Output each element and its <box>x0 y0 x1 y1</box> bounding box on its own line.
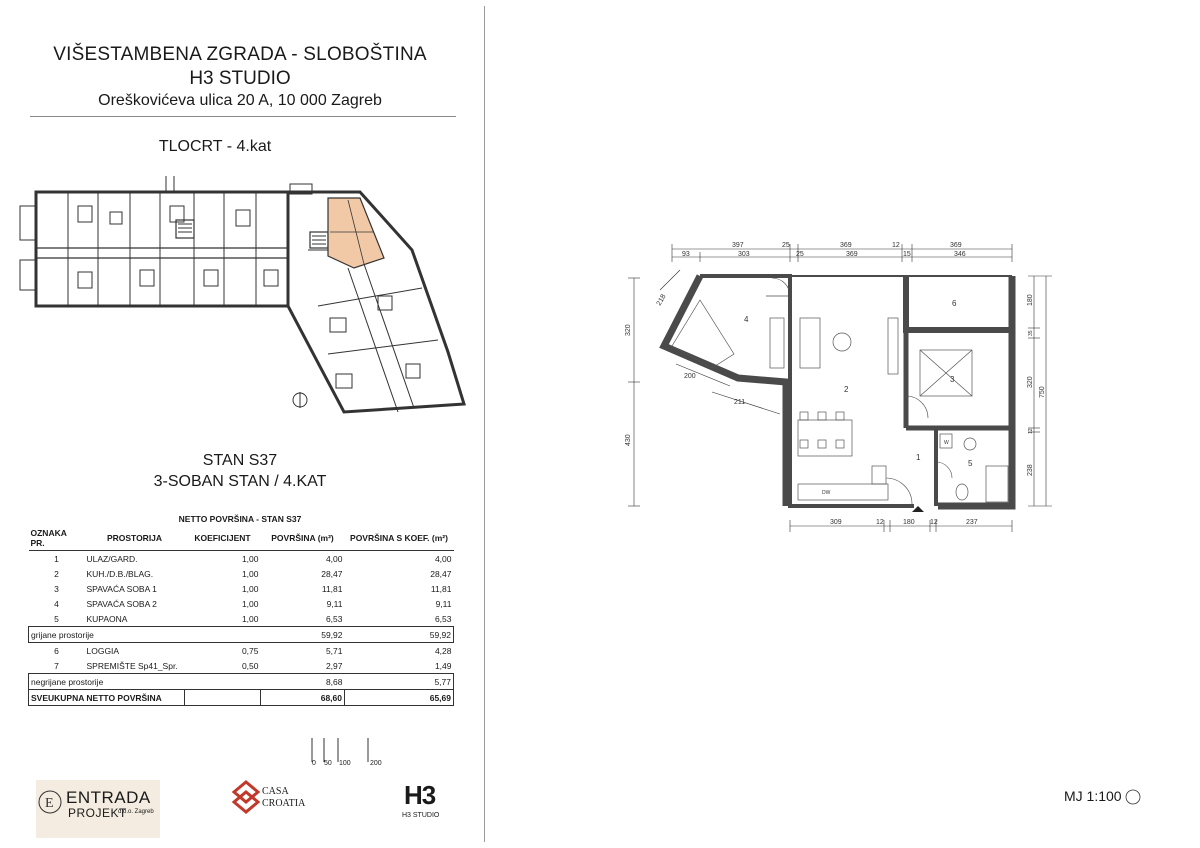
unit-type: 3-SOBAN STAN / 4.KAT <box>153 473 327 490</box>
room-number: 5 <box>968 459 973 468</box>
row-area-coef: 1,49 <box>434 660 452 671</box>
apartment-floor-plan <box>620 236 1060 536</box>
scale-tick-label: 0 <box>312 760 316 767</box>
row-name: SPREMIŠTE Sp41_Spr. <box>86 660 178 671</box>
row-coef: 1,00 <box>241 553 259 564</box>
dim-label: 25 <box>796 251 804 258</box>
dim-label: 369 <box>950 242 962 249</box>
heated-subtotal-row <box>29 627 454 643</box>
col-oznaka: OZNAKA PR. <box>29 526 85 551</box>
row-area: 2,97 <box>325 660 343 671</box>
casa-croatia-emblem-icon <box>232 780 260 814</box>
dim-label: 15 <box>903 251 911 258</box>
row-id: 1 <box>54 553 59 564</box>
table-row <box>29 611 454 627</box>
h3-studio-logo <box>392 780 452 824</box>
dim-label: 93 <box>682 251 690 258</box>
row-name: LOGGIA <box>86 645 120 656</box>
row-area: 5,71 <box>325 645 343 656</box>
table-row <box>29 566 454 581</box>
h3-mark: H3 <box>404 780 436 810</box>
dim-label: 180 <box>1027 294 1034 306</box>
scale-tick-label: 200 <box>370 760 382 767</box>
room-number: 4 <box>744 315 749 324</box>
row-area-coef: 4,28 <box>434 645 452 656</box>
table-row <box>29 658 454 674</box>
total-area: 68,60 <box>261 690 345 706</box>
table-row <box>29 551 454 567</box>
room-number: 2 <box>844 385 849 394</box>
row-id: 7 <box>54 660 59 671</box>
total-area-coef: 65,69 <box>345 690 454 706</box>
header-rule <box>30 116 456 117</box>
row-id: 5 <box>54 613 59 624</box>
dim-label: 369 <box>840 242 852 249</box>
h3-caption: H3 STUDIO <box>402 812 440 819</box>
dim-label: 35 <box>1028 330 1034 336</box>
total-label: SVEUKUPNA NETTO POVRŠINA <box>29 690 185 706</box>
dim-label: 218 <box>655 293 668 307</box>
row-name: KUPAONA <box>86 613 128 624</box>
dim-label: 397 <box>732 242 744 249</box>
room-number: 6 <box>952 299 957 308</box>
dim-label: 320 <box>625 324 632 336</box>
svg-text:E: E <box>45 796 54 811</box>
table-row <box>29 581 454 596</box>
row-name: SPAVAĆA SOBA 1 <box>86 583 157 594</box>
col-povrsina-koef: POVRŠINA S KOEF. (m²) <box>345 526 454 551</box>
row-name: KUH./D.B./BLAG. <box>86 568 154 579</box>
unheated-subtotal-row <box>29 674 454 690</box>
row-area: 6,53 <box>325 613 343 624</box>
unheated-area: 8,68 <box>261 674 345 690</box>
row-coef: 1,00 <box>241 613 259 624</box>
dim-label: 12 <box>930 519 938 526</box>
dim-label: 211 <box>734 399 746 406</box>
floor-label: TLOCRT - 4.kat <box>158 138 272 155</box>
dim-label: 430 <box>625 434 632 446</box>
area-table-title: NETTO POVRŠINA - STAN S37 <box>178 514 302 524</box>
unheated-label: negrijane prostorije <box>29 674 185 690</box>
unheated-area-coef: 5,77 <box>345 674 454 690</box>
room-number: 3 <box>950 375 955 384</box>
dim-label: 12 <box>876 519 884 526</box>
area-table-header <box>29 526 454 551</box>
dim-label: 238 <box>1027 464 1034 476</box>
row-area-coef: 11,81 <box>430 583 452 594</box>
dim-label: 320 <box>1027 376 1034 388</box>
dim-label: 750 <box>1039 386 1046 398</box>
entrada-subword: PROJEKT <box>68 806 127 820</box>
studio-name: H3 STUDIO <box>189 68 291 89</box>
dim-label: 180 <box>903 519 915 526</box>
north-arrow-icon <box>1125 789 1141 805</box>
dim-label: 12 <box>1028 428 1034 434</box>
col-povrsina: POVRŠINA (m²) <box>261 526 345 551</box>
row-coef: 1,00 <box>241 568 259 579</box>
entrada-wordmark: ENTRADA <box>66 788 151 807</box>
row-area: 28,47 <box>321 568 343 579</box>
dim-label: 346 <box>954 251 966 258</box>
row-coef: 0,50 <box>241 660 259 671</box>
row-id: 4 <box>54 598 59 609</box>
room-number: 1 <box>916 453 921 462</box>
entrada-logo <box>36 780 160 838</box>
row-coef: 1,00 <box>241 583 259 594</box>
fixture-label: W <box>944 440 949 446</box>
dim-label: 25 <box>782 242 790 249</box>
dim-label: 12 <box>892 242 900 249</box>
heated-area-coef: 59,92 <box>345 627 454 643</box>
row-area-coef: 4,00 <box>434 553 452 564</box>
row-name: ULAZ/GARD. <box>86 553 138 564</box>
drawing-scale <box>1064 788 1141 805</box>
casa-word: CASA <box>262 786 289 797</box>
dim-label: 303 <box>738 251 750 258</box>
table-row <box>29 596 454 611</box>
row-area-coef: 9,11 <box>435 598 452 609</box>
scale-tick-label: 100 <box>339 760 351 767</box>
entrada-company: d.o.o. Zagreb <box>118 809 154 815</box>
col-prostorija: PROSTORIJA <box>85 526 185 551</box>
unit-name: STAN S37 <box>202 452 278 469</box>
project-address: Oreškovićeva ulica 20 A, 10 000 Zagreb <box>98 92 382 109</box>
dim-label: 369 <box>846 251 858 258</box>
table-row <box>29 643 454 659</box>
row-id: 3 <box>54 583 59 594</box>
row-area-coef: 28,47 <box>430 568 452 579</box>
row-coef: 0,75 <box>241 645 259 656</box>
building-floor-plan <box>18 176 468 422</box>
heated-label: grijane prostorije <box>29 627 185 643</box>
row-area: 9,11 <box>326 598 343 609</box>
dim-label: 200 <box>684 373 696 380</box>
heated-area: 59,92 <box>261 627 345 643</box>
col-koeficijent: KOEFICIJENT <box>185 526 261 551</box>
scale-tick-label: 50 <box>324 760 332 767</box>
area-table <box>28 526 454 706</box>
row-name: SPAVAĆA SOBA 2 <box>86 598 157 609</box>
scale-text: MJ 1:100 <box>1064 788 1122 804</box>
row-area-coef: 6,53 <box>434 613 452 624</box>
dim-label: 237 <box>966 519 978 526</box>
row-area: 4,00 <box>325 553 343 564</box>
fixture-label: DW <box>822 490 831 496</box>
casa-croatia-logo <box>232 780 316 820</box>
project-title: VIŠESTAMBENA ZGRADA - SLOBOŠTINA <box>53 44 427 65</box>
row-area: 11,81 <box>321 583 343 594</box>
total-row <box>29 690 454 706</box>
row-id: 6 <box>54 645 59 656</box>
row-id: 2 <box>54 568 59 579</box>
croatia-word: CROATIA <box>262 798 306 809</box>
dim-label: 309 <box>830 519 842 526</box>
row-coef: 1,00 <box>241 598 259 609</box>
page-divider <box>484 6 485 842</box>
